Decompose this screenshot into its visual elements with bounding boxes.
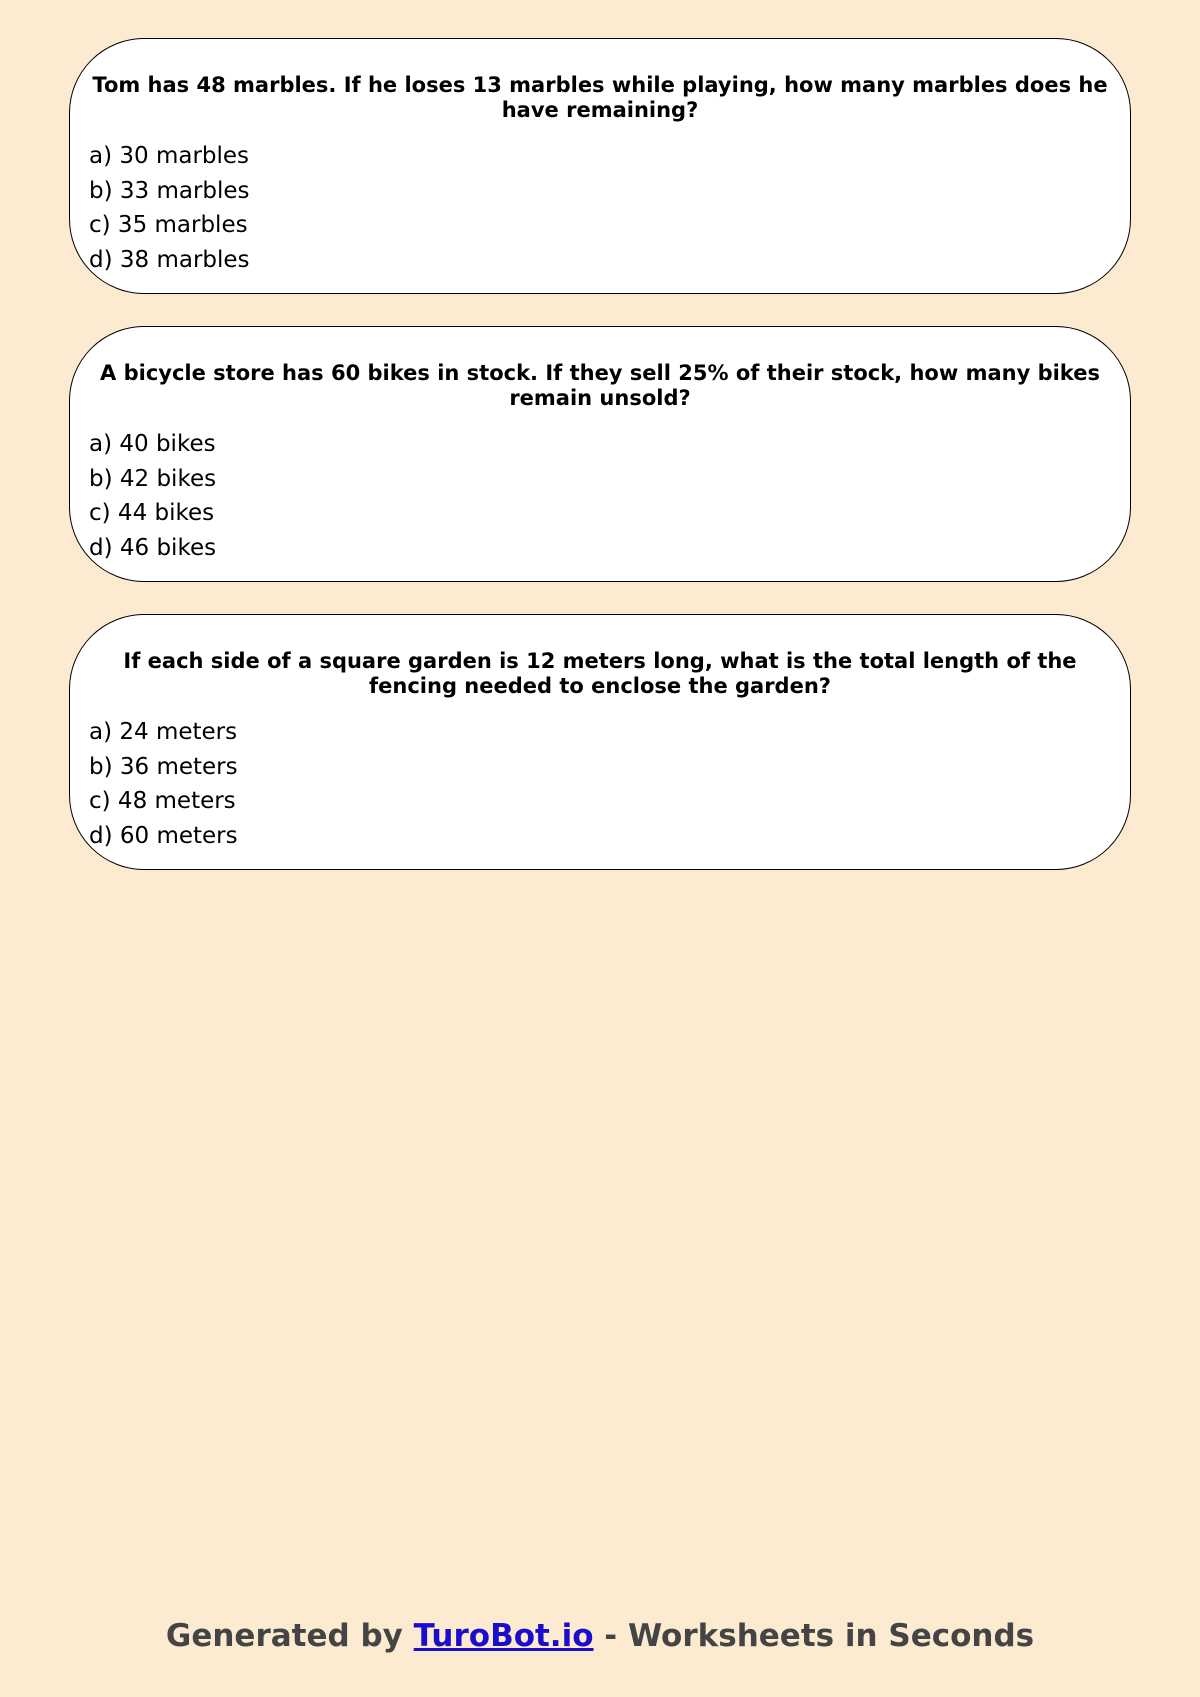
answer-option-b: b) 33 marbles [89, 177, 250, 204]
question-card-2 [69, 326, 1131, 582]
footer-suffix: - Worksheets in Seconds [593, 1618, 1035, 1654]
question-text: A bicycle store has 60 bikes in stock. If they sell 25% of their stock, how many bikes remain unsold? [100, 361, 1100, 410]
footer-credit [0, 1618, 1200, 1654]
answer-options [89, 715, 238, 853]
answer-option-b: b) 36 meters [89, 753, 238, 780]
answer-options [89, 139, 250, 277]
footer-prefix: Generated by [165, 1618, 414, 1654]
answer-option-c: c) 35 marbles [89, 212, 248, 238]
question-card-1 [69, 38, 1131, 294]
answer-option-a: a) 30 marbles [89, 143, 250, 169]
answer-option-c: c) 48 meters [89, 788, 236, 814]
question-text: If each side of a square garden is 12 meters long, what is the total length of the fencing needed to enclose the garden? [123, 649, 1077, 698]
answer-option-d: d) 38 marbles [89, 246, 250, 273]
answer-option-a: a) 24 meters [89, 719, 238, 745]
answer-option-a: a) 40 bikes [89, 431, 216, 457]
answer-option-d: d) 46 bikes [89, 534, 217, 561]
turobot-link[interactable]: TuroBot.io [413, 1618, 594, 1654]
question-card-3 [69, 614, 1131, 870]
answer-option-c: c) 44 bikes [89, 500, 215, 526]
answer-options [89, 427, 216, 565]
answer-option-b: b) 42 bikes [89, 465, 217, 492]
question-text: Tom has 48 marbles. If he loses 13 marbles while playing, how many marbles does he have remaining? [92, 73, 1108, 122]
answer-option-d: d) 60 meters [89, 822, 238, 849]
